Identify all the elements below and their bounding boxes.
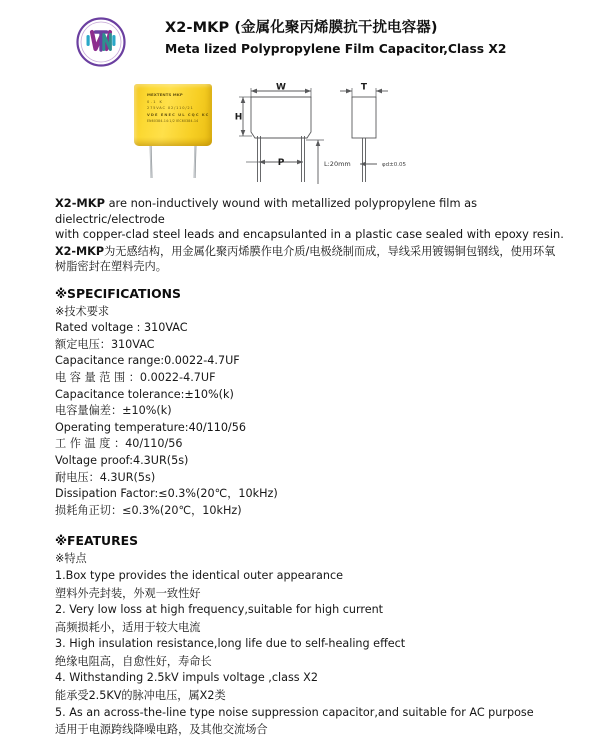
capacitor-label-line-1: MEXTENTS MKP	[147, 92, 183, 97]
feature-item-5: 绝缘电阻高，自愈性好，寿命长	[55, 654, 212, 668]
specifications-heading: ※SPECIFICATIONS	[55, 285, 181, 301]
specification-item-10: Dissipation Factor:≤0.3%(20℃，10kHz)	[55, 487, 278, 501]
specification-item-8: Voltage proof:4.3UR(5s)	[55, 453, 189, 467]
page-title-en: Meta lized Polypropylene Film Capacitor,Class X2	[165, 42, 507, 56]
page-title-cn: X2-MKP (金属化聚丙烯膜抗干扰电容器)	[165, 20, 438, 36]
drawing-label-pitch: P	[277, 158, 285, 168]
content-body	[55, 196, 585, 739]
feature-item-2: 2. Very low loss at high frequency,suitable for high current	[55, 603, 384, 617]
wtn-circular-logo-icon	[75, 16, 127, 68]
specifications-list	[55, 320, 585, 519]
specification-item-5: 电容量偏差：±10%(k)	[55, 404, 172, 418]
capacitor-label-line-5: EN60384-14:1/2 IEC60384-14	[147, 119, 199, 123]
specification-item-1: 额定电压：310VAC	[55, 337, 155, 351]
specification-item-0: Rated voltage : 310VAC	[55, 321, 188, 335]
feature-item-8: 5. As an across-the-line type noise suppression capacitor,and suitable for AC purpose	[55, 705, 534, 719]
intro-paragraph-cn	[55, 244, 585, 275]
capacitor-label-line-4: VDE ENEC UL CQC KC	[147, 112, 210, 117]
specifications-section	[55, 285, 585, 520]
drawing-label-thickness: T	[360, 82, 368, 93]
figure-row	[0, 78, 600, 186]
intro-en-bold: X2-MKP	[55, 196, 105, 210]
intro-cn-line-1: 为无感结构，用金属化聚丙烯膜作电介质/电极绕制而成，导线采用镀锡铜包钢线，使用环氧	[104, 244, 556, 258]
features-heading: ※FEATURES	[55, 533, 139, 549]
intro-paragraph-en	[55, 196, 585, 243]
features-list	[55, 568, 585, 739]
specification-item-11: 损耗角正切：≤0.3%(20℃，10kHz)	[55, 503, 242, 517]
intro-en-line-2: with copper-clad steel leads and encapsulanted in a plastic case sealed with epoxy resin.	[55, 227, 564, 242]
capacitor-lead-right	[194, 144, 197, 178]
capacitor-lead-left	[150, 144, 153, 178]
specification-item-3: 电 容 量 范 围 ：0.0022-4.7UF	[55, 370, 216, 384]
feature-item-4: 3. High insulation resistance,long life due to self-healing effect	[55, 637, 406, 651]
specifications-subheading-cn: ※技术要求	[55, 304, 110, 318]
feature-item-7: 能承受2.5KV的脉冲电压，属X2类	[55, 689, 226, 703]
dimension-drawing	[232, 78, 427, 186]
intro-cn-bold: X2-MKP	[55, 244, 105, 258]
specification-item-6: Operating temperature:40/110/56	[55, 420, 246, 434]
feature-item-9: 适用于电源跨线降噪电路，及其他交流场合	[55, 723, 268, 737]
page-header	[0, 8, 600, 70]
specification-item-4: Capacitance tolerance:±10%(k)	[55, 387, 234, 401]
feature-item-6: 4. Withstanding 2.5kV impuls voltage ,class X2	[55, 671, 318, 685]
capacitor-body	[134, 84, 212, 146]
intro-en-line-1: are non-inductively wound with metallized polypropylene film as dielectric/electrode	[55, 196, 478, 226]
features-subheading-cn: ※特点	[55, 552, 87, 566]
feature-item-0: 1.Box type provides the identical outer appearance	[55, 568, 343, 582]
specification-item-9: 耐电压：4.3UR(5s)	[55, 470, 156, 484]
capacitor-label-line-2: 0.1 K	[147, 99, 164, 104]
capacitor-printed-label	[147, 92, 213, 125]
drawing-label-height: H	[234, 112, 243, 123]
features-section	[55, 532, 585, 739]
drawing-label-width: W	[276, 82, 286, 93]
intro-cn-line-2: 树脂密封在塑料壳内。	[55, 260, 167, 274]
specification-item-2: Capacitance range:0.0022-4.7UF	[55, 354, 240, 368]
title-block	[165, 18, 585, 59]
feature-item-3: 高频损耗小，适用于较大电流	[55, 620, 201, 634]
drawing-label-lead-length: L:20mm	[324, 160, 351, 168]
specification-item-7: 工 作 温 度 ：40/110/56	[55, 437, 183, 451]
feature-item-1: 塑料外壳封装，外观一致性好	[55, 586, 201, 600]
drawing-label-lead-diameter: φd±0.05	[382, 162, 406, 168]
capacitor-label-line-3: 275VAC X2/110/21	[147, 106, 194, 110]
capacitor-photo	[126, 82, 228, 182]
